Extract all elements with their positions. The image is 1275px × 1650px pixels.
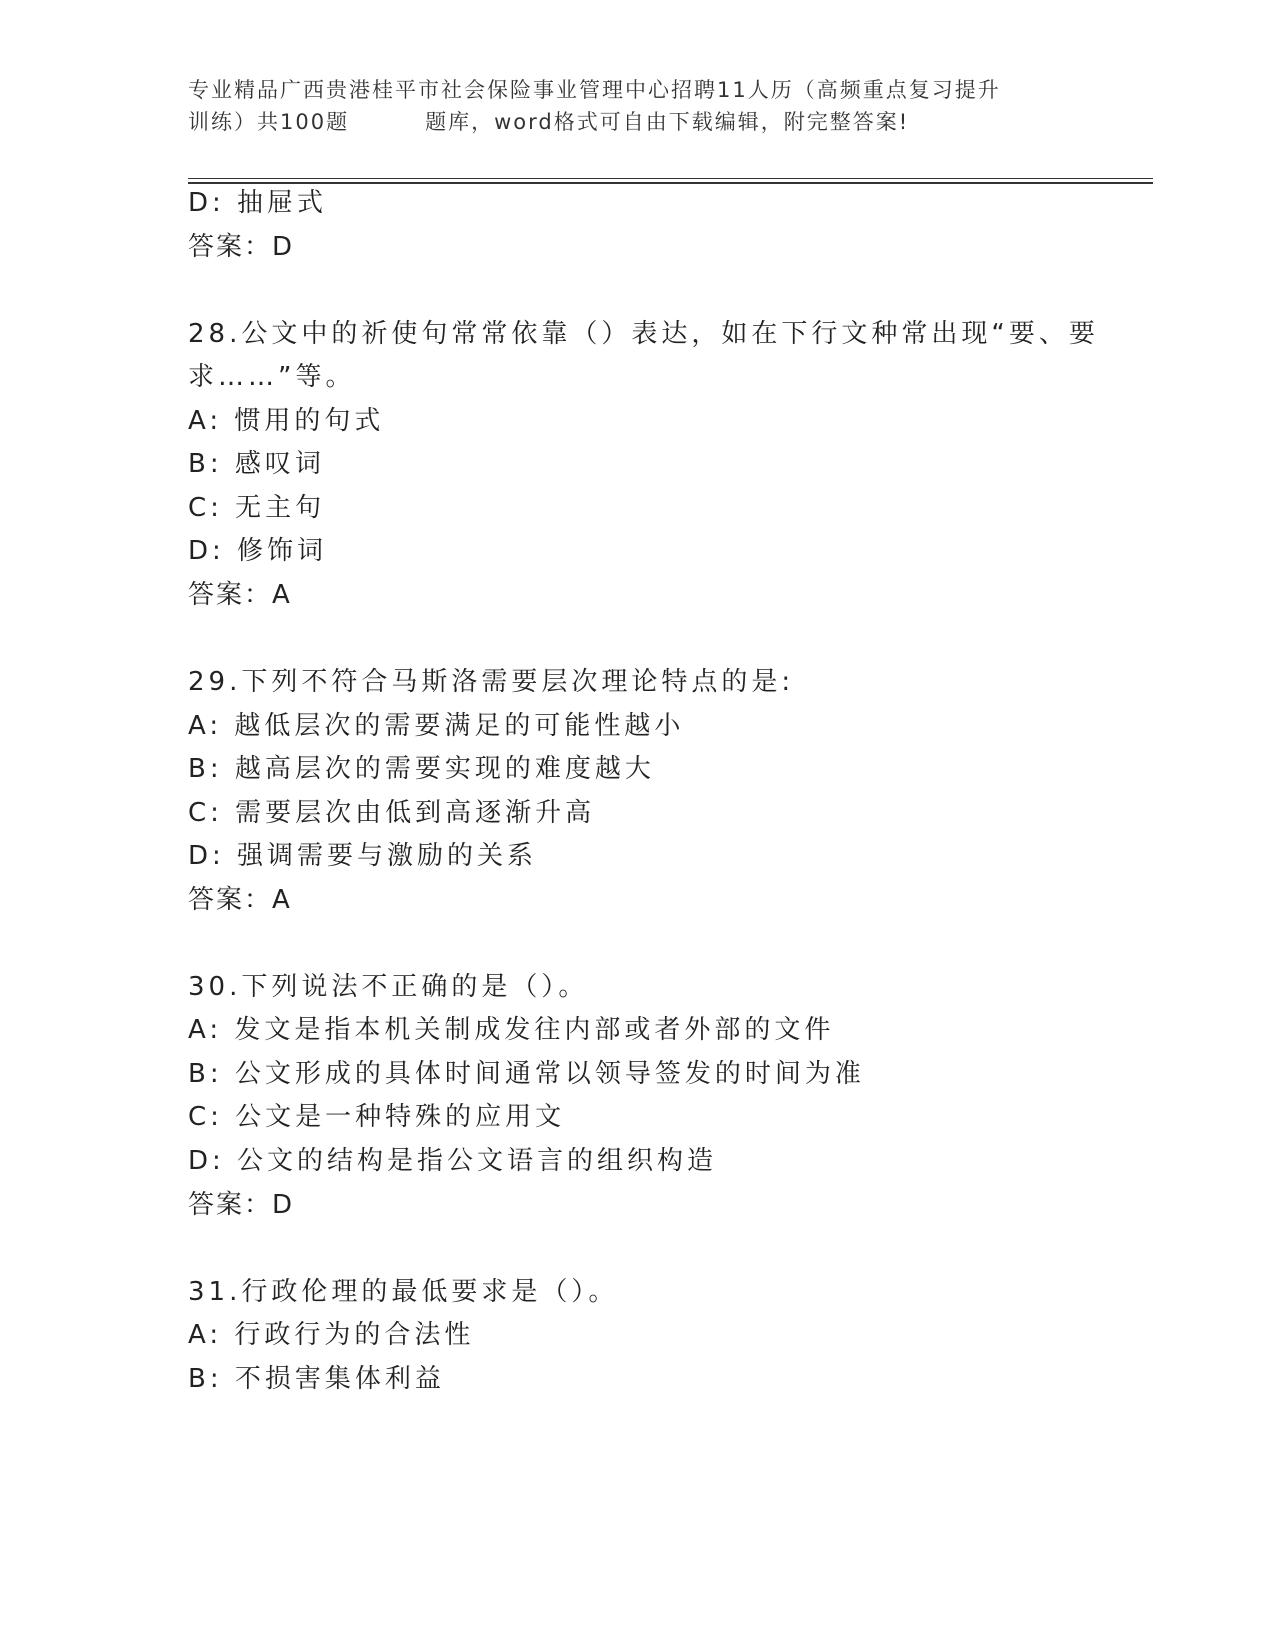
question-31-option-b: B: 不损害集体利益 [188, 1364, 445, 1394]
header-line-2-part-1: 训练）共100题 [188, 110, 350, 134]
question-30-option-b: B: 公文形成的具体时间通常以领导签发的时间为准 [188, 1059, 865, 1089]
question-28-option-c: C: 无主句 [188, 493, 326, 523]
question-29-option-a: A: 越低层次的需要满足的可能性越小 [188, 711, 685, 741]
question-29-option-b: B: 越高层次的需要实现的难度越大 [188, 754, 655, 784]
question-30-answer: 答案：D [188, 1190, 295, 1220]
header-line-2-part-2: 题库，word格式可自由下载编辑，附完整答案! [425, 110, 910, 134]
question-28-answer: 答案：A [188, 580, 292, 610]
question-30-option-c: C: 公文是一种特殊的应用文 [188, 1102, 566, 1132]
question-29-option-c: C: 需要层次由低到高逐渐升高 [188, 798, 596, 828]
page-header [188, 74, 1088, 138]
question-29-option-d: D: 强调需要与激励的关系 [188, 841, 538, 871]
question-31-stem-line-1: 31.行政伦理的最低要求是（）。 [188, 1277, 619, 1307]
question-28-stem-line-1: 28.公文中的祈使句常常依靠（）表达，如在下行文种常出现“要、要 [188, 319, 1099, 349]
header-line-1: 专业精品广西贵港桂平市社会保险事业管理中心招聘11人历（高频重点复习提升 [188, 78, 1001, 102]
header-divider-thick [188, 182, 1153, 184]
prev-answer: 答案：D [188, 232, 295, 262]
question-30-option-a: A: 发文是指本机关制成发往内部或者外部的文件 [188, 1015, 835, 1045]
question-28-option-b: B: 感叹词 [188, 449, 325, 479]
header-line-2 [188, 106, 1088, 138]
question-29-stem-line-1: 29.下列不符合马斯洛需要层次理论特点的是: [188, 667, 795, 697]
question-28-option-d: D: 修饰词 [188, 536, 328, 566]
question-30-option-d: D: 公文的结构是指公文语言的组织构造 [188, 1146, 718, 1176]
prev-option-d: D: 抽屉式 [188, 188, 328, 218]
header-divider-thin [188, 178, 1153, 179]
question-30-stem-line-1: 30.下列说法不正确的是（）。 [188, 972, 589, 1002]
question-29-answer: 答案：A [188, 885, 292, 915]
question-31-option-a: A: 行政行为的合法性 [188, 1320, 475, 1350]
question-28-stem-line-2: 求……”等。 [188, 362, 356, 392]
question-28-option-a: A: 惯用的句式 [188, 406, 385, 436]
